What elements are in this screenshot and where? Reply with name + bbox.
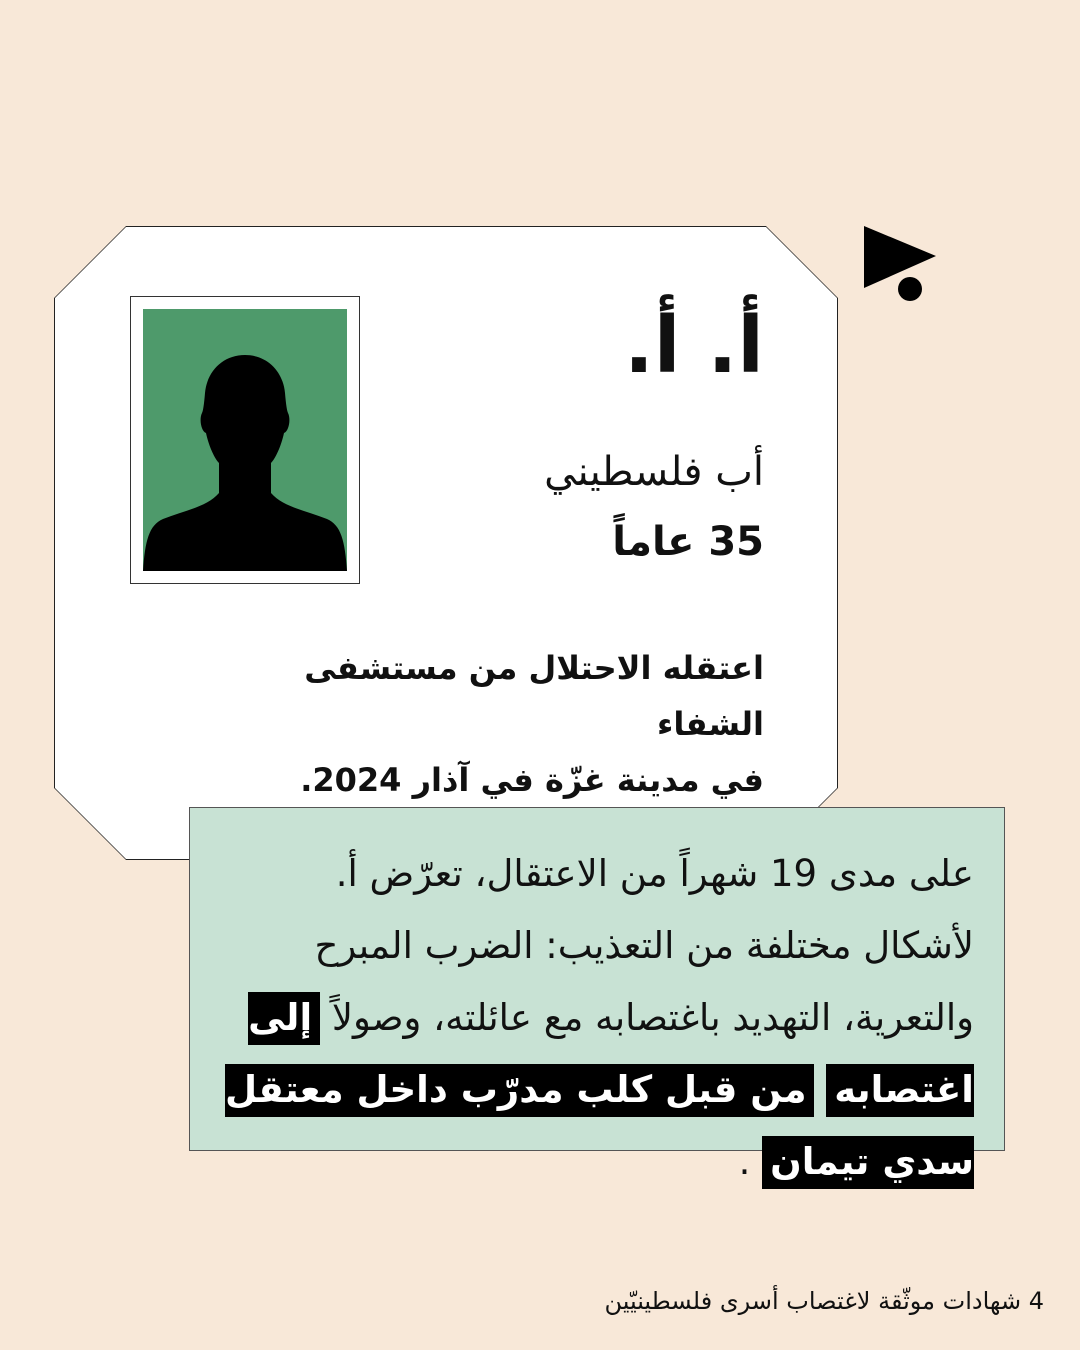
arrest-line-2: في مدينة غزّة في آذار 2024. xyxy=(300,761,764,799)
profile-photo-frame xyxy=(130,296,360,584)
testimony-highlight-1: إلى اغتصابه xyxy=(248,992,974,1117)
testimony-text xyxy=(220,838,974,1198)
brand-logo-icon xyxy=(862,224,942,306)
testimony-end-punct: . xyxy=(738,1140,751,1183)
person-name: أ. أ. xyxy=(624,301,764,391)
person-silhouette-icon xyxy=(143,309,347,571)
testimony-plain-text: على مدى 19 شهراً من الاعتقال، تعرّض أ. لأشكال مختلفة من التعذيب: الضرب المبرح والتعرية، التهديد باغتصابه مع عائلته، وصولاً xyxy=(314,852,974,1039)
person-age: 35 عاماً xyxy=(612,519,764,565)
testimony-highlight-2: من قبل كلب مدرّب داخل معتقل سدي تيمان xyxy=(225,1064,974,1189)
arrest-line-1: اعتقله الاحتلال من مستشفى الشفاء xyxy=(304,649,764,743)
arrest-description xyxy=(204,640,764,808)
testimony-box xyxy=(189,807,1005,1183)
footer-caption: 4 شهادات موثّقة لاغتصاب أسرى فلسطينيّين xyxy=(604,1287,1044,1316)
profile-photo xyxy=(143,309,347,571)
person-role: أب فلسطيني xyxy=(544,449,764,495)
